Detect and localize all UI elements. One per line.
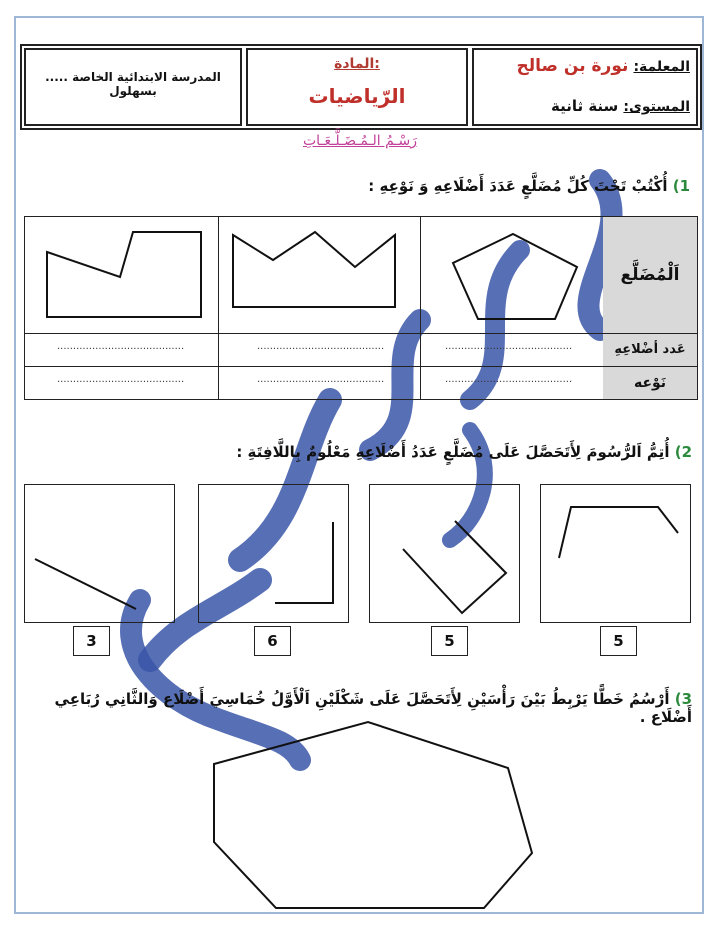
question-3-text: أَرْسُمُ خَطًّا يَرْبِطُ بَيْنَ رَأْسَيْنِ لِأَتَحَصَّلَ عَلَى شَكْلَيْنِ اَلْأَوَّلُ خُمَاسِيَ أَضْلَاع وَالثَّانِي رُبَاعِي <box>54 690 670 708</box>
answer-dots[interactable]: ........................................ <box>57 341 185 352</box>
level-label: المستوى: <box>623 99 690 115</box>
answer-dots[interactable]: ........................................ <box>445 374 573 385</box>
school-name: المدرسة الابتدائية الخاصة ..... <box>45 70 221 84</box>
subject-label: المادة: <box>334 56 380 72</box>
question-3-number: 3) <box>674 690 692 708</box>
level-value: سنة ثانية <box>550 97 619 115</box>
row-label-type: نَوْعه <box>603 367 697 399</box>
answer-dots[interactable]: ........................................ <box>257 374 385 385</box>
teacher-name: نورة بن صالح <box>516 56 629 76</box>
heptagon-shape <box>214 722 532 908</box>
answer-dots[interactable]: ........................................ <box>57 374 185 385</box>
question-1-number: 1) <box>672 177 690 195</box>
row-label-sides: عَدد أضْلاعِهِ <box>603 334 697 366</box>
teacher-label: المعلمة: <box>633 59 690 75</box>
question-1-text: أُكْتُبْ تَحْتَ كُلِّ مُضَلَّعٍ عَدَدَ أَضْلَاعِهِ وَ نَوْعِهِ : <box>368 177 668 195</box>
question-2-number: 2) <box>674 443 692 461</box>
sides-count-badge: 5 <box>600 626 637 656</box>
sides-count-badge: 3 <box>73 626 110 656</box>
sides-count-badge: 5 <box>431 626 468 656</box>
question-2-text: أُتِمُّ اَلرُّسُومَ لِأَتَحَصَّلَ عَلَى مُضَلَّعٍ عَدَدُ أَضْلَاعِهِ مَعْلُومٌ بِاللَّافِتَةِ : <box>236 443 670 461</box>
school-town: بسهلول <box>109 84 157 98</box>
lesson-title: رَسْـمُ الـمُـضَـلَّـعَـاتِ <box>302 133 418 149</box>
sides-count-badge: 6 <box>254 626 291 656</box>
answer-dots[interactable]: ........................................ <box>445 341 573 352</box>
answer-dots[interactable]: ........................................ <box>257 341 385 352</box>
subject-value: الرّياضيات <box>308 84 406 108</box>
question-3-text-line-2: أَضْلَاع . <box>639 708 692 726</box>
row-label-polygon: اَلْمُضَلَّع <box>603 217 697 333</box>
